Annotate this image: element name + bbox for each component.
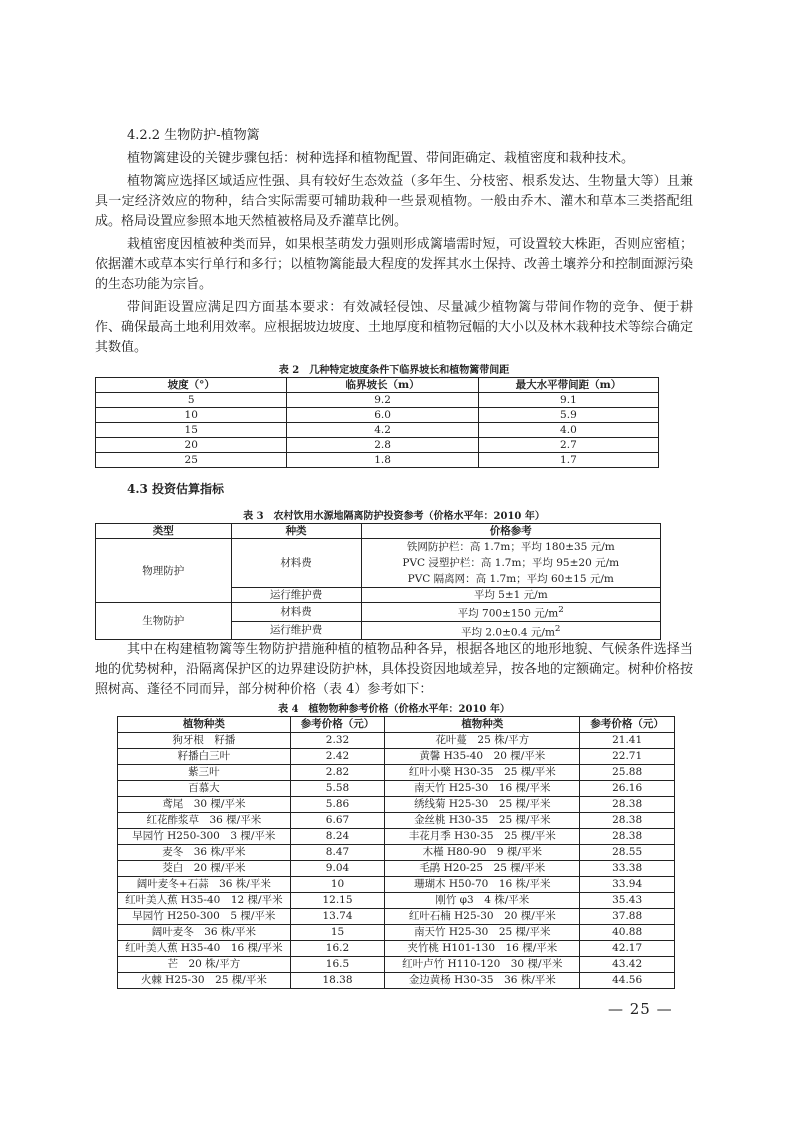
table-cell: 5.9 [478,408,658,423]
table-cell: 红叶美人蕉 H35-40 16 棵/平米 [118,941,291,957]
paragraph: 其中在构建植物篱等生物防护措施种植的植物品种各异，根据各地区的地形地貌、气候条件选择当地的优势树种，沿隔离保护区的边界建设防护林，具体投资因地域差异，按各地的定额确定。树种价格按照树高、蓬径不同而异，部分树种价格（表 4）参考如下： [95,642,694,697]
table-row [96,453,659,468]
superscript: 2 [558,605,564,615]
table-cell: 1.8 [287,453,478,468]
table-row [118,941,675,957]
table-cell: 5.86 [290,797,385,813]
table-cell: 黄馨 H35-40 20 棵/平米 [385,749,580,765]
table-cell-kind: 运行维护费 [231,588,361,603]
table-cell: 籽播白三叶 [118,749,291,765]
table-cell: 33.94 [580,877,675,893]
table-cell: 5.58 [290,781,385,797]
table-header: 种类 [231,524,361,539]
table-cell: 红叶卢竹 H110-120 30 棵/平米 [385,957,580,973]
table-row [118,829,675,845]
table-row [118,877,675,893]
table-row [118,925,675,941]
price-line: PVC 浸塑护栏：高 1.7m；平均 95±20 元/m [402,557,620,569]
table-cell: 早园竹 H250-300 5 棵/平米 [118,909,291,925]
table-row [118,845,675,861]
price-line: PVC 隔离网：高 1.7m；平均 60±15 元/m [407,573,614,585]
table-row [118,973,675,989]
table-cell: 18.38 [290,973,385,989]
table-cell: 21.41 [580,733,675,749]
table-cell: 9.2 [287,393,478,408]
table-cell: 2.42 [290,749,385,765]
table-cell-kind: 运行维护费 [231,621,361,640]
table-cell: 40.88 [580,925,675,941]
table-cell: 44.56 [580,973,675,989]
table-cell: 16.5 [290,957,385,973]
table-cell-price [361,621,660,640]
table-cell: 花叶蔓 25 株/平方 [385,733,580,749]
table-cell: 25 [96,453,287,468]
table2 [95,377,659,468]
table-row [96,393,659,408]
table-cell: 5 [96,393,287,408]
table-cell-type: 物理防护 [96,539,232,603]
table-cell-price: 平均 5±1 元/m [361,588,660,603]
table-header: 类型 [96,524,232,539]
table-header-row [96,378,659,393]
paragraph: 植物篱建设的关键步骤包括：树种选择和植物配置、带间距确定、栽植密度和栽种技术。 [127,151,635,166]
table-cell: 33.38 [580,861,675,877]
table-cell: 16.2 [290,941,385,957]
table-cell: 15 [290,925,385,941]
table-header-row [96,524,661,539]
table-cell: 紫三叶 [118,765,291,781]
table-row [118,909,675,925]
table-cell-type: 生物防护 [96,603,232,640]
table-cell: 1.7 [478,453,658,468]
paragraph: 带间距设置应满足四方面基本要求：有效减轻侵蚀、尽量减少植物篱与带间作物的竞争、便于耕作、确保最高土地利用效率。应根据坡边坡度、土地厚度和植物冠幅的大小以及林木栽种技术等综合确定其数值。 [95,300,694,355]
price-line: 铁网防护栏：高 1.7m；平均 180±35 元/m [406,541,615,553]
table-cell: 10 [290,877,385,893]
table-cell: 红叶美人蕉 H35-40 12 棵/平米 [118,893,291,909]
table-cell: 刚竹 φ3 4 株/平米 [385,893,580,909]
table-cell: 20 [96,438,287,453]
table-cell: 37.88 [580,909,675,925]
table2-caption: 表 2 几种特定坡度条件下临界坡长和植物篱带间距 [278,365,510,376]
table-cell: 35.43 [580,893,675,909]
table-row [118,749,675,765]
table-cell: 金边黄杨 H30-35 36 株/平米 [385,973,580,989]
table-cell: 早园竹 H250-300 3 棵/平米 [118,829,291,845]
table-cell: 28.38 [580,829,675,845]
table-cell: 25.88 [580,765,675,781]
table-cell: 9.1 [478,393,658,408]
table-cell-price [361,603,660,622]
table-cell: 26.16 [580,781,675,797]
table3 [95,523,661,640]
table-row [96,438,659,453]
table-cell-price [361,539,660,588]
table-cell: 4.0 [478,423,658,438]
table-row [118,733,675,749]
table-cell: 金丝桃 H30-35 25 棵/平米 [385,813,580,829]
table-cell: 22.71 [580,749,675,765]
table-cell: 绣线菊 H25-30 25 棵/平米 [385,797,580,813]
table-row [118,893,675,909]
table-header: 参考价格（元） [580,717,675,733]
section-heading-4-2-2: 4.2.2 生物防护-植物篱 [127,128,260,143]
table-cell: 13.74 [290,909,385,925]
table-row [118,781,675,797]
table-header: 最大水平带间距（m） [478,378,658,393]
table-cell: 红花酢浆草 36 棵/平米 [118,813,291,829]
table-row [118,813,675,829]
table-cell: 28.38 [580,797,675,813]
table4-body [118,733,675,989]
table-cell: 43.42 [580,957,675,973]
table-cell: 狗牙根 籽播 [118,733,291,749]
table-cell: 红叶小檗 H30-35 25 棵/平米 [385,765,580,781]
table-header: 参考价格（元） [290,717,385,733]
table-row [118,861,675,877]
table-cell: 南天竹 H25-30 25 棵/平米 [385,925,580,941]
table3-caption: 表 3 农村饮用水源地隔离防护投资参考（价格水平年：2010 年） [243,511,545,522]
table-row [96,423,659,438]
table-cell: 28.55 [580,845,675,861]
section-heading-4-3: 4.3 投资估算指标 [127,482,225,496]
table-cell: 阔叶麦冬 36 株/平米 [118,925,291,941]
table-cell: 10 [96,408,287,423]
price-text: 平均 700±150 元/m [457,607,559,620]
table-cell: 百慕大 [118,781,291,797]
table4-caption: 表 4 植物物种参考价格（价格水平年：2010 年） [278,704,510,715]
table-cell: 毛鹃 H20-25 25 棵/平米 [385,861,580,877]
table-cell: 15 [96,423,287,438]
table-cell-kind: 材料费 [231,603,361,622]
table-cell: 2.32 [290,733,385,749]
table-row [96,408,659,423]
table-cell: 芒 20 株/平方 [118,957,291,973]
table-header: 植物种类 [118,717,291,733]
table-cell: 红叶石楠 H25-30 20 棵/平米 [385,909,580,925]
page-number: — 25 — [608,1000,673,1018]
table-header: 价格参考 [361,524,660,539]
table-row [118,957,675,973]
table-cell: 麦冬 36 株/平米 [118,845,291,861]
table-cell: 茭白 20 棵/平米 [118,861,291,877]
table-row [96,539,661,588]
table-cell: 6.0 [287,408,478,423]
table-cell: 夹竹桃 H101-130 16 棵/平米 [385,941,580,957]
table-cell: 2.8 [287,438,478,453]
table-cell: 42.17 [580,941,675,957]
table-header: 临界坡长（m） [287,378,478,393]
table-cell: 8.47 [290,845,385,861]
page-content [95,124,693,989]
table-header: 植物种类 [385,717,580,733]
table-row [96,603,661,622]
table4 [117,716,675,989]
table-cell: 阔叶麦冬+石蒜 36 株/平米 [118,877,291,893]
table-header-row [118,717,675,733]
table-cell: 9.04 [290,861,385,877]
paragraph: 栽植密度因植被种类而异，如果根茎萌发力强则形成篱墙需时短，可设置较大株距，否则应密植；依据灌木或草本实行单行和多行；以植物篱能最大程度的发挥其水土保持、改善土壤养分和控制面源污染的生态功能为宗旨。 [95,237,694,292]
table-row [118,797,675,813]
table-cell: 丰花月季 H30-35 25 棵/平米 [385,829,580,845]
paragraph: 植物篱应选择区域适应性强、具有较好生态效益（多年生、分枝密、根系发达、生物量大等）且兼具一定经济效应的物种，结合实际需要可辅助栽种一些景观植物。一般由乔木、灌木和草本三类搭配组成。格局设置应参照本地天然植被格局及乔灌草比例。 [95,174,693,229]
price-text: 平均 2.0±0.4 元/m [461,626,555,638]
table-cell: 4.2 [287,423,478,438]
table-cell: 6.67 [290,813,385,829]
table-cell: 12.15 [290,893,385,909]
table-cell: 南天竹 H25-30 16 棵/平米 [385,781,580,797]
superscript: 2 [554,623,561,634]
table-cell: 珊瑚木 H50-70 16 株/平米 [385,877,580,893]
table-cell-kind: 材料费 [231,539,361,588]
table-row [118,765,675,781]
table-cell: 木槿 H80-90 9 棵/平米 [385,845,580,861]
table-cell: 8.24 [290,829,385,845]
table-cell: 鸢尾 30 棵/平米 [118,797,291,813]
table-cell: 火棘 H25-30 25 棵/平米 [118,973,291,989]
table-cell: 2.7 [478,438,658,453]
table-cell: 28.38 [580,813,675,829]
table-cell: 2.82 [290,765,385,781]
table-header: 坡度（°） [96,378,287,393]
